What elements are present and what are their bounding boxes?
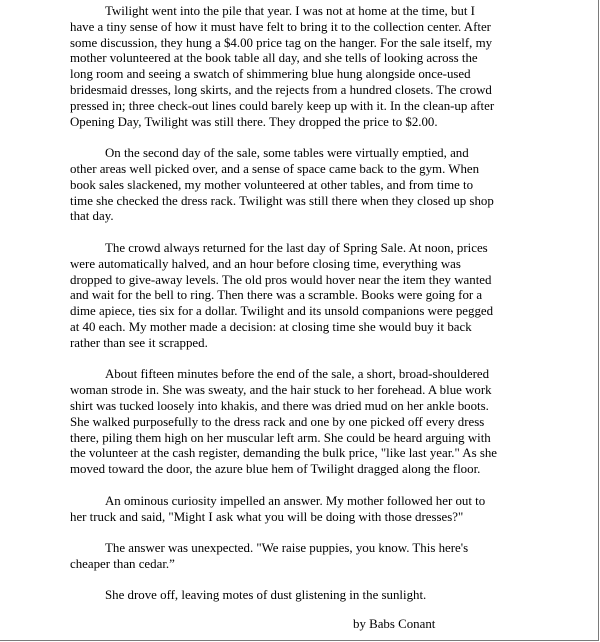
paragraph: She drove off, leaving motes of dust glistening in the sunlight. xyxy=(105,588,427,603)
paragraph: On the second day of the sale, some tables were virtually emptied, and other areas well picked over, and a sense of space came back to the gym. When book sales slackened, my mother volunteered at other tables, and from time to time she checked the dress rack. Twilight was still there when they closed up shop that day. xyxy=(70,146,494,224)
paragraph: The answer was unexpected. "We raise puppies, you know. This here's cheaper than cedar.” xyxy=(70,541,469,571)
paragraph: The crowd always returned for the last day of Spring Sale. At noon, prices were automatically halved, and an hour before closing time, everything was dropped to give-away levels. The old pros would hover near the item they wanted and wait for the bell to ring. Then there was a scramble. Books were going for a dime apiece, ties six for a dollar. Twilight and its unsold companions were pegged at 40 each. My mother made a decision: at closing time she would buy it back rather than see it scrapped. xyxy=(70,240,494,350)
paragraph: About fifteen minutes before the end of the sale, a short, broad-shouldered woman strode in. She was sweaty, and the hair stuck to her forehead. A blue work shirt was tucked loosely into khakis, and there was dried mud on her ankle boots. She walked purposefully to the dress rack and one by one picked off every dress there, piling them high on her muscular left arm. She could be heard arguing with the volunteer at the cash register, demanding the bulk price, "like last year." As she moved toward the door, the azure blue hem of Twilight dragged along the floor. xyxy=(70,367,498,477)
byline: by Babs Conant xyxy=(353,617,436,631)
paragraph: Twilight went into the pile that year. I was not at home at the time, but I have a tiny sense of how it must have felt to bring it to the collection center. After some discussion, they hung a $4.00 price tag on the hanger. For the sale itself, my mother volunteered at the book table all day, and she tells of looking across the long room and seeing a swatch of shimmering blue hung alongside once-used bridesmaid dresses, long skirts, and the rejects from a hundred closets. The crowd pressed in; three check-out lines could barely keep up with it. In the clean-up after Opening Day, Twilight was still there. They dropped the price to $2.00. xyxy=(70,4,495,129)
story-body xyxy=(70,4,498,604)
paragraph: An ominous curiosity impelled an answer. My mother followed her out to her truck and said, "Might I ask what you will be doing with those dresses?" xyxy=(70,493,486,524)
